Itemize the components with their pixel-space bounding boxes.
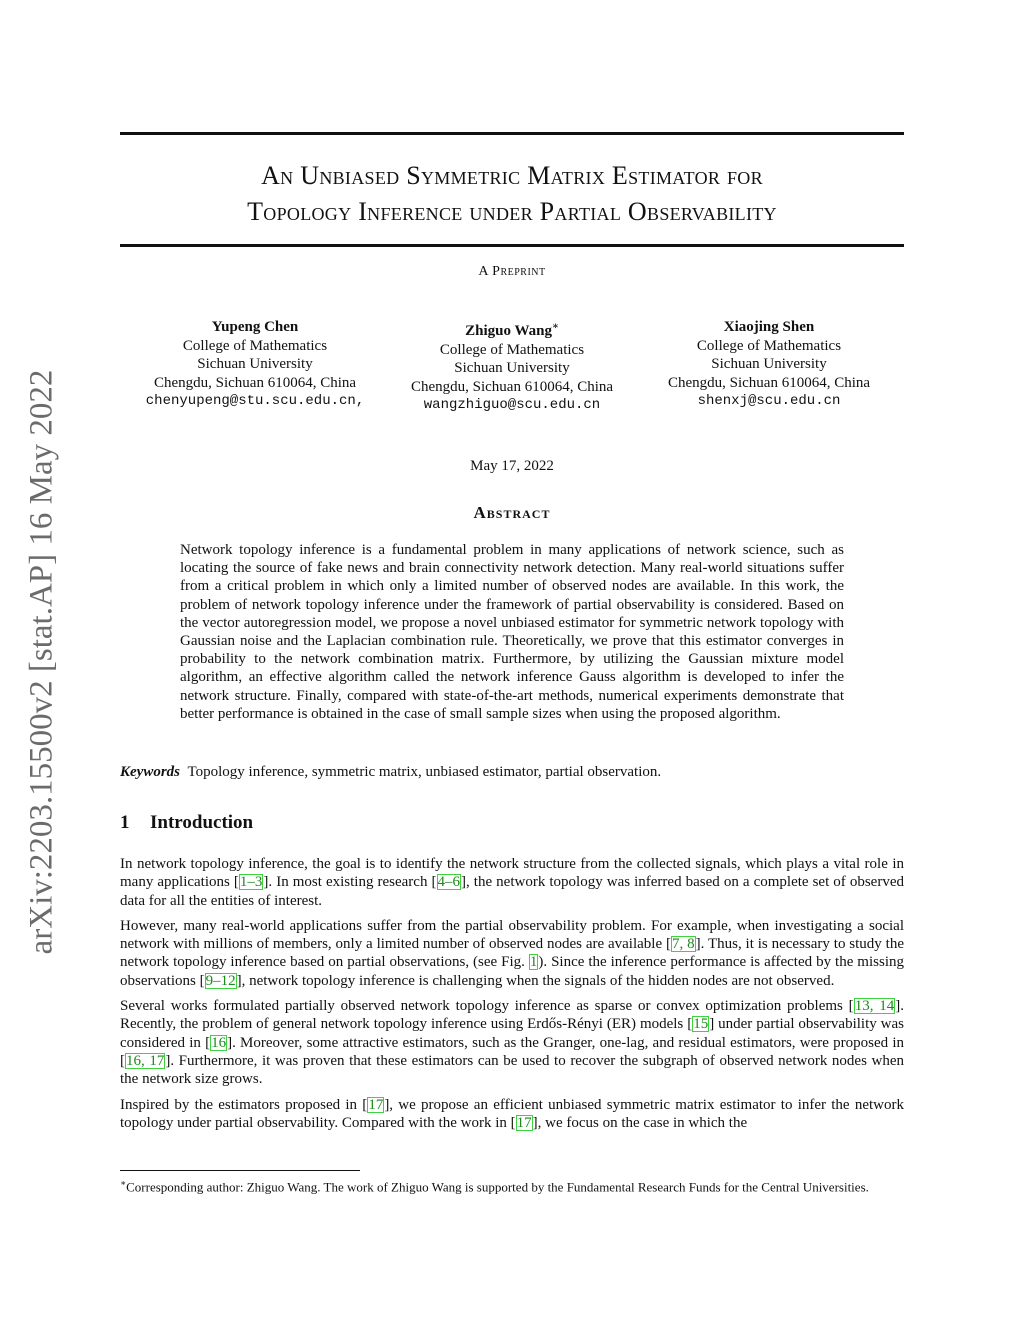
footnote-mark: ∗ bbox=[120, 1178, 127, 1188]
author-dept: College of Mathematics bbox=[182, 337, 328, 354]
citation-link[interactable]: 9–12 bbox=[205, 972, 236, 989]
citation-link[interactable]: 1–3 bbox=[239, 874, 263, 891]
author-block-3 bbox=[639, 318, 899, 411]
preprint-label: A Preprint bbox=[478, 264, 546, 279]
citation-link[interactable]: 16, 17 bbox=[126, 1052, 165, 1069]
author-name: Yupeng Chen bbox=[211, 319, 299, 335]
footnote-text: Corresponding author: Zhiguo Wang. The work of Zhiguo Wang is supported by the Fundamental Research Funds for the Central Universities. bbox=[126, 1179, 869, 1195]
author-univ: Sichuan University bbox=[197, 356, 313, 372]
author-univ: Sichuan University bbox=[711, 356, 827, 372]
author-dept: College of Mathematics bbox=[439, 341, 585, 358]
author-dept: College of Mathematics bbox=[696, 337, 842, 354]
footnote bbox=[120, 1175, 904, 1196]
abstract-heading: Abstract bbox=[473, 503, 551, 522]
citation-link[interactable]: 17 bbox=[516, 1114, 532, 1131]
author-name: Zhiguo Wang∗ bbox=[465, 321, 559, 339]
title-line-2: Topology Inference under Partial Observability bbox=[247, 197, 777, 226]
author-block-1 bbox=[125, 318, 385, 411]
author-address: Chengdu, Sichuan 610064, China bbox=[667, 374, 871, 391]
author-univ: Sichuan University bbox=[454, 360, 570, 376]
author-email[interactable]: chenyupeng@stu.scu.edu.cn, bbox=[145, 393, 365, 409]
title-line-1: An Unbiased Symmetric Matrix Estimator for bbox=[261, 161, 763, 190]
citation-link[interactable]: 16 bbox=[211, 1034, 227, 1051]
author-email[interactable]: shenxj@scu.edu.cn bbox=[697, 393, 841, 409]
author-address: Chengdu, Sichuan 610064, China bbox=[410, 378, 614, 395]
keywords bbox=[120, 764, 904, 781]
title-top-rule bbox=[120, 132, 904, 135]
author-address: Chengdu, Sichuan 610064, China bbox=[153, 374, 357, 391]
figure-link[interactable]: 1 bbox=[529, 954, 538, 971]
paper-title bbox=[120, 158, 904, 230]
publication-date: May 17, 2022 bbox=[470, 458, 554, 474]
title-bottom-rule bbox=[120, 244, 904, 247]
section-number: 1 bbox=[120, 812, 130, 833]
citation-link[interactable]: 15 bbox=[693, 1016, 709, 1033]
paragraph: Inspired by the estimators proposed in [17], we propose an efficient unbiased symmetric matrix estimator to infer the network topology under partial observability. Compared with the work in [17], we focus on the case in which the bbox=[120, 1096, 904, 1131]
section-title: Introduction bbox=[150, 812, 254, 833]
citation-link[interactable]: 7, 8 bbox=[671, 936, 695, 953]
arxiv-stamp: arXiv:2203.15500v2 [stat.AP] 16 May 2022 bbox=[23, 369, 60, 955]
paragraph: Several works formulated partially observed network topology inference as sparse or convex optimization problems [13, 14]. Recently, the problem of general network topology inference using Erdős-Rényi (ER) models [15] under partial observability was considered in [16]. Moreover, some attractive estimators, such as the Granger, one-lag, and residual estimators, were proposed in [16, 17]. Furthermore, it was proven that these estimators can be used to recover the subgraph of observed network nodes when the network size grows. bbox=[120, 998, 905, 1088]
section-heading bbox=[120, 812, 253, 834]
author-block-2 bbox=[382, 318, 642, 415]
paragraph: In network topology inference, the goal is to identify the network structure from the collected signals, which plays a vital role in many applications [1–3]. In most existing research [4–6], the network topology was inferred based on a complete set of observed data for all the entities of interest. bbox=[120, 856, 904, 909]
keywords-label: Keywords bbox=[120, 764, 180, 780]
body-text bbox=[120, 855, 904, 1139]
author-name: Xiaojing Shen bbox=[723, 319, 815, 335]
corresponding-mark: ∗ bbox=[551, 321, 559, 332]
abstract-text: Network topology inference is a fundamental problem in many applications of network science, such as locating the source of fake news and brain connectivity network detection. Many real-world situations suffer from a critical problem in which only a limited number of observed nodes are available. In this work, the problem of network topology inference under the framework of partial observability is considered. Based on the vector autoregression model, we propose a novel unbiased estimator for symmetric network topology with Gaussian noise and the Laplacian combination rule. Theoretically, we prove that this estimator converges in probability to the network combination matrix. Furthermore, by utilizing the Gaussian mixture model algorithm, an effective algorithm called the network inference Gauss algorithm is developed to infer the network structure. Finally, compared with state-of-the-art methods, numerical experiments demonstrate that better performance is obtained in the case of small sample sizes when using the proposed algorithm. bbox=[180, 542, 844, 722]
citation-link[interactable]: 13, 14 bbox=[854, 998, 895, 1015]
footnote-rule bbox=[120, 1170, 360, 1171]
citation-link[interactable]: 4–6 bbox=[437, 874, 460, 891]
author-email[interactable]: wangzhiguo@scu.edu.cn bbox=[423, 397, 601, 413]
paragraph: However, many real-world applications suffer from the partial observability problem. For example, when investigating a social network with millions of members, only a limited number of observed nodes are available [7, 8]. Thus, it is necessary to study the network topology inference based on partial observations, (see Fig. 1). Since the inference performance is affected by the missing observations [9–12], network topology inference is challenging when the signals of the hidden nodes are not observed. bbox=[120, 917, 904, 989]
citation-link[interactable]: 17 bbox=[368, 1096, 384, 1113]
keywords-text: Topology inference, symmetric matrix, unbiased estimator, partial observation. bbox=[187, 764, 662, 780]
